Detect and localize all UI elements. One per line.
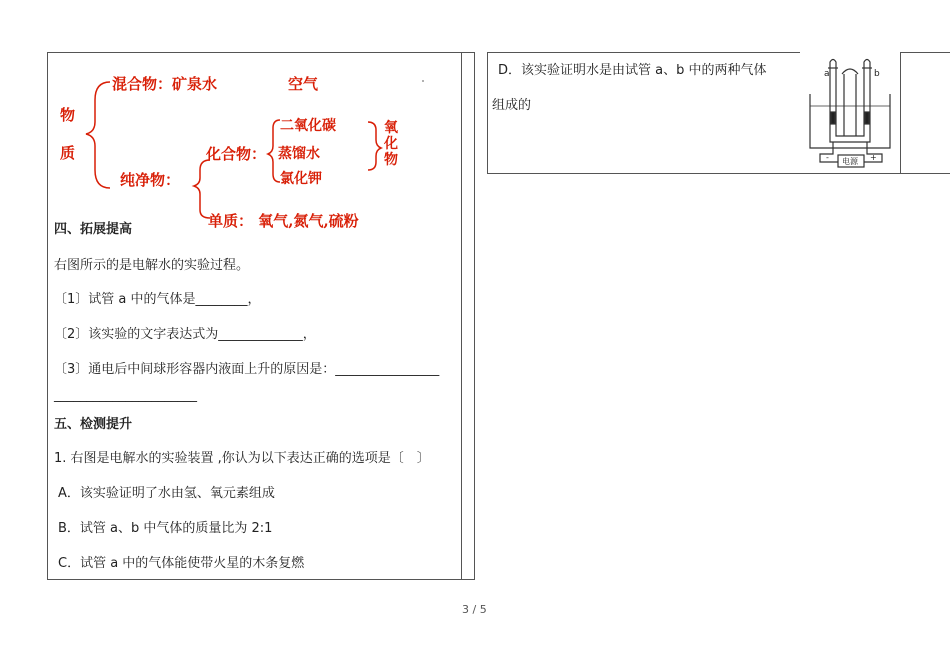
mixture-label: 混合物：矿泉水 <box>112 75 218 93</box>
compound-item-water: 蒸馏水 <box>278 146 320 162</box>
right-table-top-border-right <box>900 52 950 53</box>
left-table-inner-divider <box>461 52 462 580</box>
left-table-bottom-border <box>47 579 475 580</box>
compound-label: 化合物： <box>206 145 267 163</box>
left-table-top-border <box>47 52 475 53</box>
root-label-bottom: 质 <box>60 144 76 162</box>
right-table-divider <box>900 52 901 173</box>
option-a: A．该实验证明了水由氢、氧元素组成 <box>58 486 275 501</box>
section4-question-3-continued: ______________________ <box>54 388 197 403</box>
option-d-line1: D．该实验证明水是由试管 a、b 中的两种气体 <box>498 63 767 78</box>
oxide-char-2: 化 <box>384 136 398 152</box>
apparatus-drawing <box>804 54 898 168</box>
section4-question-2: 〔2〕该实验的文字表达式为_____________， <box>54 327 316 342</box>
section4-intro: 右图所示的是电解水的实验过程。 <box>54 258 250 273</box>
section4-question-1: 〔1〕试管 a 中的气体是________， <box>54 292 261 307</box>
option-c: C．试管 a 中的气体能使带火星的木条复燃 <box>58 556 305 571</box>
oxide-char-3: 物 <box>384 152 398 168</box>
electrolysis-apparatus-figure <box>804 54 898 168</box>
option-b: B．试管 a、b 中气体的质量比为 2:1 <box>58 521 273 536</box>
compound-item-co2: 二氧化碳 <box>280 118 336 134</box>
compound-item-kcl: 氯化钾 <box>280 171 322 187</box>
oxide-char-1: 氧 <box>384 120 398 136</box>
section5-heading: 五、检测提升 <box>54 417 133 432</box>
left-table-left-border <box>47 52 48 580</box>
root-label-top: 物 <box>60 106 76 124</box>
right-table-bottom-border <box>487 173 950 174</box>
page-number: 3 / 5 <box>462 603 487 616</box>
plus-terminal-label: + <box>870 153 877 162</box>
tube-a-label: a <box>824 69 830 79</box>
classification-diagram <box>50 70 460 240</box>
section4-heading: 四、拓展提高 <box>54 222 133 237</box>
mixture-extra: 空气 <box>288 75 319 93</box>
option-d-line2: 组成的 <box>492 98 532 113</box>
minus-terminal-label: - <box>826 153 829 162</box>
power-supply-label: 电源 <box>842 157 858 166</box>
element-label: 单质： 氧气,氮气,硫粉 <box>208 212 359 230</box>
tube-b-label: b <box>874 69 880 79</box>
pure-substance-label: 纯净物： <box>120 171 181 189</box>
right-table-left-border <box>487 52 488 173</box>
right-table-top-border <box>487 52 800 53</box>
left-table-right-border <box>474 52 475 580</box>
section5-question: 1. 右图是电解水的实验装置 ,你认为以下表达正确的选项是〔 〕 <box>54 451 430 466</box>
section4-question-3: 〔3〕通电后中间球形容器内液面上升的原因是：________________ <box>54 362 440 377</box>
